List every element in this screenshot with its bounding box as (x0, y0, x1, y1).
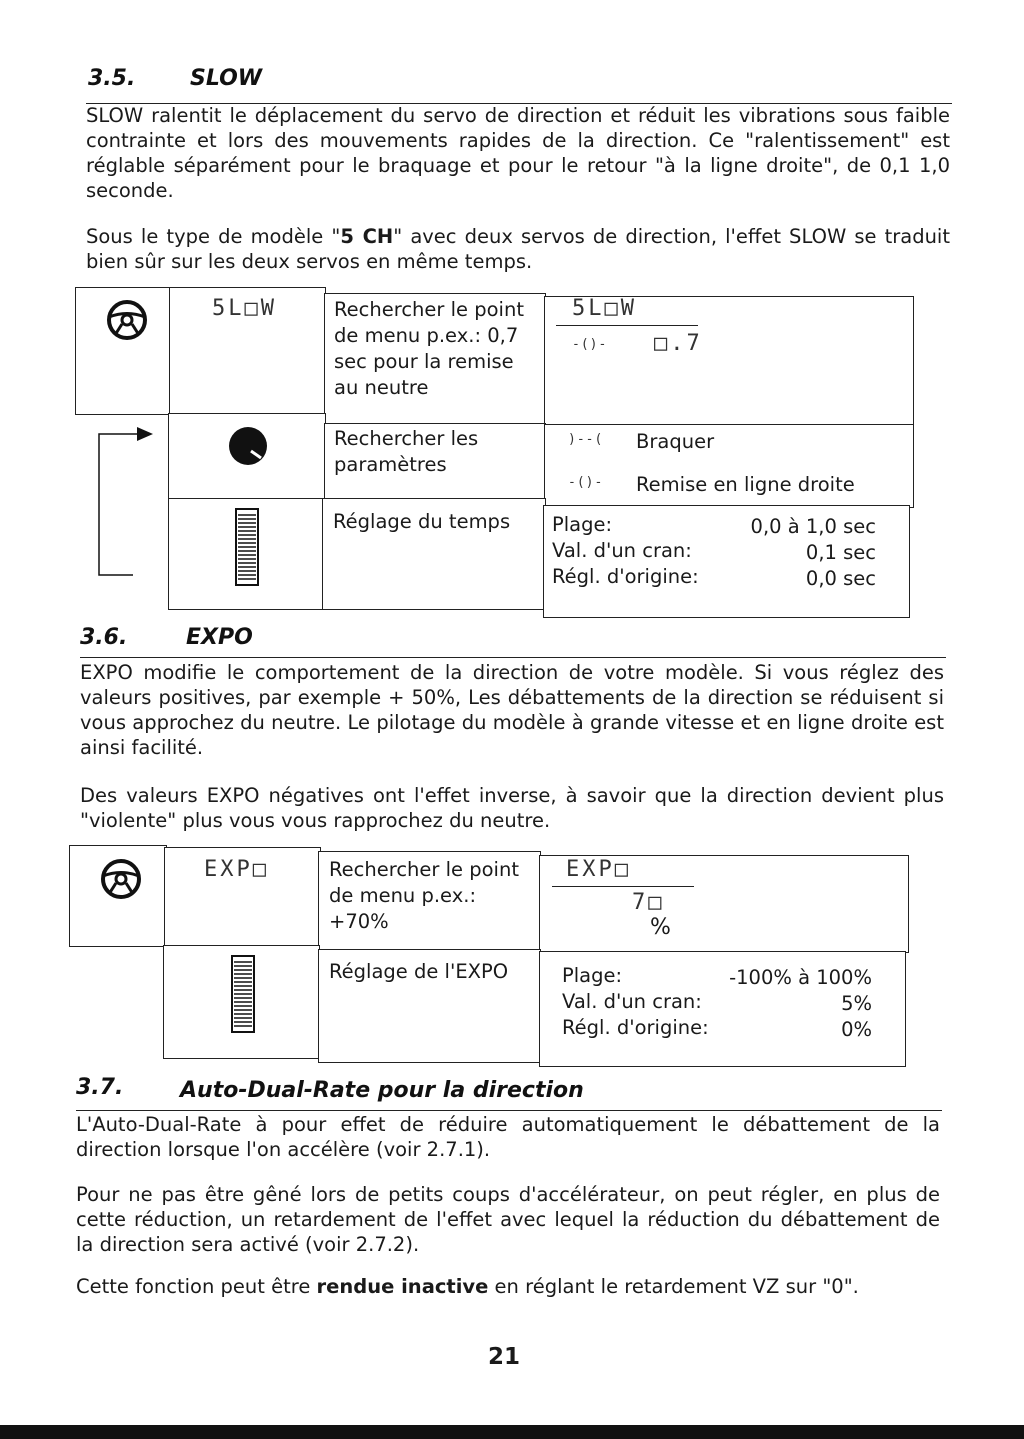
adr-text-1: L'Auto-Dual-Rate à pour effet de réduire automatiquement le débattement de la direction lorsque l'on accélère (voir 2.7.1). (76, 1113, 940, 1161)
section-title-expo: EXPO (186, 625, 253, 650)
slow-text-1: SLOW ralentit le déplacement du servo de direction et réduit les vibrations sous faible contrainte et lors des mouvements rapides de la direction. Ce "ralentissement" est réglable séparément pour le braquage et pour le retour "à la ligne droite", de 0,1 1,0 seconde. (86, 104, 950, 202)
slow-default-label: Régl. d'origine: (552, 565, 699, 588)
adr-text-3a: Cette fonction peut être (76, 1275, 317, 1298)
expo-setting-text: Réglage de l'EXPO (329, 960, 509, 983)
expo-paragraph-1 (80, 660, 944, 760)
slow-text-2a: Sous le type de modèle " (86, 225, 341, 248)
expo-default-value: 0% (841, 1018, 872, 1041)
expo-lcd-display-title: EXP□ (566, 857, 631, 882)
slow-lcd-display-symbol: -()- (572, 337, 608, 352)
page-number: 21 (488, 1344, 521, 1370)
slow-sym-steer: )--( (568, 432, 604, 447)
slow-lcd-display-value: □.7 (654, 331, 703, 356)
slow-sym-return: -()- (568, 475, 604, 490)
slow-paragraph-2 (86, 224, 950, 274)
steering-wheel-icon (99, 857, 143, 901)
adr-emphasis: rendue inactive (316, 1275, 489, 1298)
adr-paragraph-2 (76, 1182, 940, 1257)
adr-text-2: Pour ne pas être gêné lors de petits coups d'accélérateur, on peut régler, en plus de cette réduction, un retardement de l'effet avec lequel la réduction du débattement de la direction sera activé (voir 2.7.2). (76, 1183, 940, 1256)
section-title-slow: SLOW (190, 66, 263, 91)
section-number-3-5: 3.5. (88, 66, 136, 91)
slow-range-label: Plage: (552, 513, 613, 536)
rotary-knob-icon (227, 425, 269, 467)
slow-step-value: 0,1 sec (805, 541, 876, 564)
adr-text-3 (76, 1274, 940, 1299)
slow-text-2c: " avec deux servos de direction, l'effet SLOW se traduit bien sûr sur les deux servos en même temps. (86, 225, 950, 273)
expo-search-menu-text: Rechercher le point de menu p.ex.: +70% (329, 858, 519, 933)
slow-search-menu-text: Rechercher le point de menu p.ex.: 0,7 sec pour la remise au neutre (334, 298, 524, 399)
slow-lcd-display-title: 5L□W (572, 296, 637, 321)
slow-model-type: 5 CH (340, 225, 394, 248)
trim-slider-icon (231, 955, 257, 1035)
expo-step-value: 5% (841, 992, 872, 1015)
expo-text-2: Des valeurs EXPO négatives ont l'effet inverse, à savoir que la direction devient plus "violente" plus vous vous rapprochez du neutre. (80, 784, 944, 832)
section-rule (80, 657, 946, 658)
slow-default-value: 0,0 sec (805, 567, 876, 590)
slow-step-label: Val. d'un cran: (552, 539, 692, 562)
bracket-arrow-icon (95, 420, 157, 580)
lcd-underline (556, 325, 698, 326)
scan-edge (0, 1425, 1024, 1439)
section-title-auto-dual-rate: Auto-Dual-Rate pour la direction (180, 1078, 584, 1103)
slow-label-return: Remise en ligne droite (636, 473, 855, 496)
slow-lcd-menu: 5L□W (212, 296, 277, 321)
slow-paragraph-1 (86, 103, 950, 203)
slow-time-setting-text: Réglage du temps (333, 510, 511, 533)
section-number-3-6: 3.6. (80, 625, 128, 650)
expo-range-value: -100% à 100% (729, 966, 872, 989)
expo-lcd-display-value: 7□ (632, 890, 665, 915)
trim-slider-icon (235, 508, 261, 588)
adr-paragraph-1 (76, 1112, 940, 1162)
steering-wheel-icon (105, 298, 149, 342)
adr-paragraph-3 (76, 1274, 940, 1299)
slow-text-2 (86, 224, 950, 274)
section-number-3-7: 3.7. (76, 1075, 124, 1100)
expo-default-label: Régl. d'origine: (562, 1016, 709, 1039)
expo-paragraph-2 (80, 783, 944, 833)
expo-lcd-display-unit: % (650, 915, 671, 940)
expo-range-label: Plage: (562, 964, 623, 987)
lcd-underline (552, 886, 694, 887)
section-rule (76, 1110, 942, 1111)
slow-range-value: 0,0 à 1,0 sec (750, 515, 876, 538)
expo-step-label: Val. d'un cran: (562, 990, 702, 1013)
slow-label-steer: Braquer (636, 430, 715, 453)
expo-text-1: EXPO modifie le comportement de la direction de votre modèle. Si vous réglez des valeurs positives, par exemple + 50%, Les débattements de la direction se réduisent si vous approchez du neutre. Le pilotage du modèle à grande vitesse et en ligne droite est ainsi facilité. (80, 661, 944, 759)
expo-lcd-menu: EXP□ (204, 857, 269, 882)
adr-text-3c: en réglant le retardement VZ sur "0". (488, 1275, 859, 1298)
slow-search-params-text: Rechercher les paramètres (334, 427, 479, 476)
